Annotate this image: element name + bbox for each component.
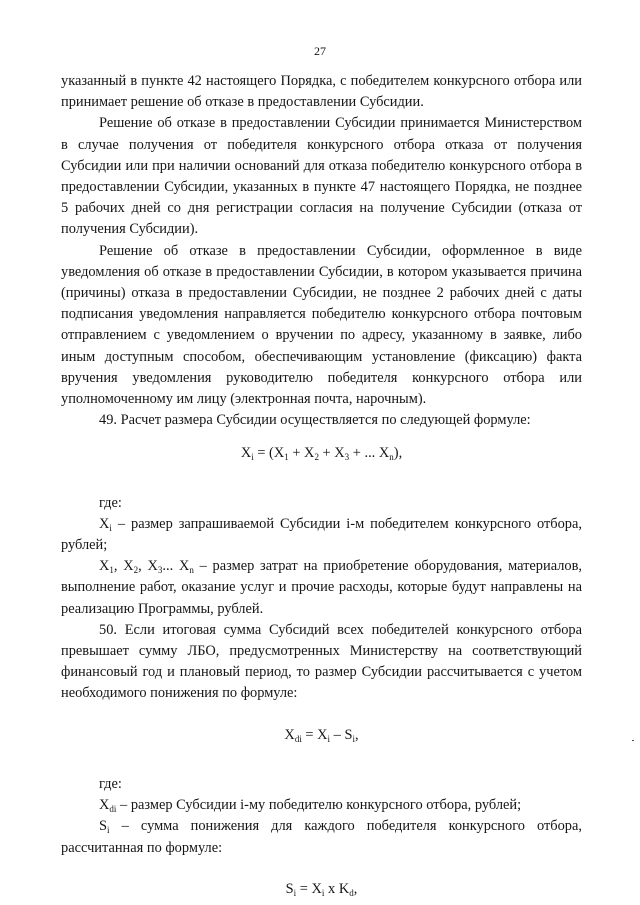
page-number: 27 bbox=[314, 44, 326, 58]
paragraph-refusal-notification: Решение об отказе в предоставлении Субсидии, оформленное в виде уведомления об отказе в предоставлении Субсидии, в котором указывается причина (причины) отказа в предоставлении Субсидии, не позднее 2 рабочих дней с даты подписания уведомления направляется победителю конкурсного отбора почтовым отправлением с уведомлением о вручении по адресу, указанному в заявке, либо иным доступным способом, обеспечивающим установление (фиксацию) факта вручения уведомления руководителю победителя конкурсного отбора или уполномоченному им лицу (электронная почта, нарочным). bbox=[61, 242, 582, 408]
paragraph-continuation: указанный в пункте 42 настоящего Порядка, с победителем конкурсного отбора или принимает решение об отказе в предоставлении Субсидии. bbox=[61, 73, 582, 111]
document-body bbox=[61, 71, 582, 900]
formula-reduction: $S_i = X_i$ x $K_d$, bbox=[285, 880, 358, 898]
where-label-1: где: bbox=[99, 494, 122, 511]
definition-si-text: – сумма понижения для каждого победителя конкурсного отбора, рассчитанная по формуле: bbox=[61, 818, 582, 856]
definition-xi-text: – размер запрашиваемой Субсидии i-м победителем конкурсного отбора, рублей; bbox=[61, 515, 582, 554]
definition-xdi: $X_{di}$ – размер Субсидии i-му победителю конкурсного отбора, рублей; bbox=[99, 797, 522, 815]
margin-mark bbox=[632, 740, 634, 741]
definition-si: $S_i$ – сумма понижения для каждого победителя конкурсного отбора, рассчитанная по формуле: bbox=[61, 818, 582, 856]
paragraph-49: 49. Расчет размера Субсидии осуществляется по следующей формуле: bbox=[99, 412, 531, 429]
formula-subsidy-sum: $X_i = (X_1 + X_2 + X_3$ + ... $X_n$), bbox=[240, 445, 403, 463]
paragraph-refusal-decision: Решение об отказе в предоставлении Субсидии принимается Министерством в случае получения от победителя конкурсного отбора отказа от получения Субсидии или при наличии оснований для отказа победителю конкурсного отбора в предоставлении Субсидии, указанных в пункте 47 настоящего Порядка, не позднее 5 рабочих дней со дня регистрации согласия на получение Субсидии (отказа от получения Субсидии). bbox=[61, 115, 582, 238]
definition-x1-xn-text: – размер затрат на приобретение оборудования, материалов, выполнение работ, оказание услуг и прочие расходы, которые будут направлены на реализацию Программы, рублей. bbox=[61, 558, 582, 617]
where-label-2: где: bbox=[99, 775, 122, 792]
definition-xi: $X_i$ – размер запрашиваемой Субсидии i-м победителем конкурсного отбора, рублей; bbox=[61, 515, 582, 554]
formula-reduced-subsidy: $X_{di} = X_i - S_i$, bbox=[284, 726, 359, 744]
definition-xdi-text: – размер Субсидии i-му победителю конкурсного отбора, рублей; bbox=[120, 797, 522, 814]
definition-x1-xn: $X_1$, $X_2$, $X_3$... $X_n$ – размер затрат на приобретение оборудования, материалов, выполнение работ, оказание услуг и прочие расходы, которые будут направлены на реализацию Программы, рублей. bbox=[61, 558, 582, 617]
paragraph-50: 50. Если итоговая сумма Субсидий всех победителей конкурсного отбора превышает сумму ЛБО, предусмотренных Министерству на соответствующий финансовый год и плановый период, то размер Субсидии рассчитывается с учетом необходимого понижения по формуле: bbox=[61, 621, 582, 702]
